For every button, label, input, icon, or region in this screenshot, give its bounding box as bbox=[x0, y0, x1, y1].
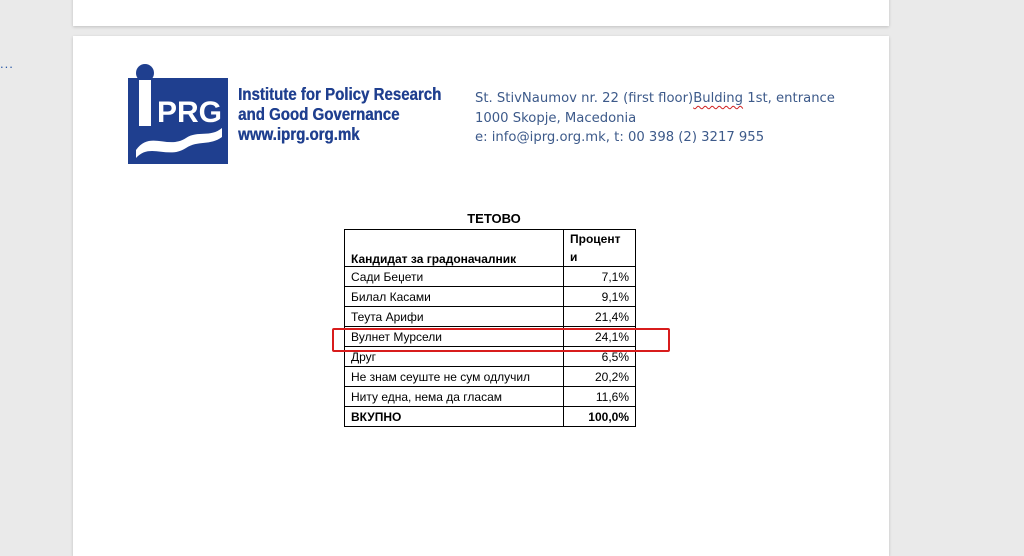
misspelled-word: Bulding bbox=[693, 91, 744, 106]
table-row bbox=[345, 267, 636, 287]
candidate-percent: 21,4% bbox=[564, 307, 636, 327]
candidate-percent: 24,1% bbox=[564, 327, 636, 347]
candidate-name: Билал Касами bbox=[345, 287, 564, 307]
candidate-name: Ниту една, нема да гласам bbox=[345, 387, 564, 407]
document-page bbox=[73, 36, 889, 556]
column-header-percent: Процент и bbox=[564, 230, 636, 267]
highlight-box bbox=[332, 328, 670, 352]
table-row bbox=[345, 287, 636, 307]
candidate-percent: 11,6% bbox=[564, 387, 636, 407]
candidate-percent: 6,5% bbox=[564, 347, 636, 367]
svg-text:PRG: PRG bbox=[157, 96, 223, 129]
address-block bbox=[475, 89, 835, 148]
total-label: ВКУПНО bbox=[345, 407, 564, 427]
table-row bbox=[345, 307, 636, 327]
table-row bbox=[345, 387, 636, 407]
address-line2: 1000 Skopje, Macedonia bbox=[475, 110, 637, 126]
candidate-percent: 7,1% bbox=[564, 267, 636, 287]
org-website: www.iprg.org.mk bbox=[238, 124, 360, 144]
address-line1: St. StivNaumov nr. 22 (first floor)Bulding 1st, entrance bbox=[475, 91, 835, 106]
sidebar-ellipsis[interactable]: ... bbox=[0, 56, 14, 71]
table-header-row bbox=[345, 230, 636, 267]
org-name-block bbox=[238, 84, 441, 144]
candidate-name: Теута Арифи bbox=[345, 307, 564, 327]
candidate-name: Сади Беџети bbox=[345, 267, 564, 287]
candidate-name: Вулнет Мурсели bbox=[345, 327, 564, 347]
table-title: ТЕТОВО bbox=[467, 211, 521, 226]
org-name-line2: and Good Governance bbox=[238, 104, 400, 124]
table-row bbox=[345, 367, 636, 387]
candidate-percent: 9,1% bbox=[564, 287, 636, 307]
column-header-candidate: Кандидат за градоначалник bbox=[345, 230, 564, 267]
table-total-row bbox=[345, 407, 636, 427]
total-percent: 100,0% bbox=[564, 407, 636, 427]
previous-page bbox=[73, 0, 889, 26]
candidate-percent: 20,2% bbox=[564, 367, 636, 387]
org-name-line1: Institute for Policy Research bbox=[238, 84, 442, 104]
iprg-logo bbox=[128, 64, 228, 164]
candidate-name: Друг bbox=[345, 347, 564, 367]
candidate-name: Не знам сеуште не сум одлучил bbox=[345, 367, 564, 387]
contact-line: e: info@iprg.org.mk, t: 00 398 (2) 3217 955 bbox=[475, 130, 765, 145]
